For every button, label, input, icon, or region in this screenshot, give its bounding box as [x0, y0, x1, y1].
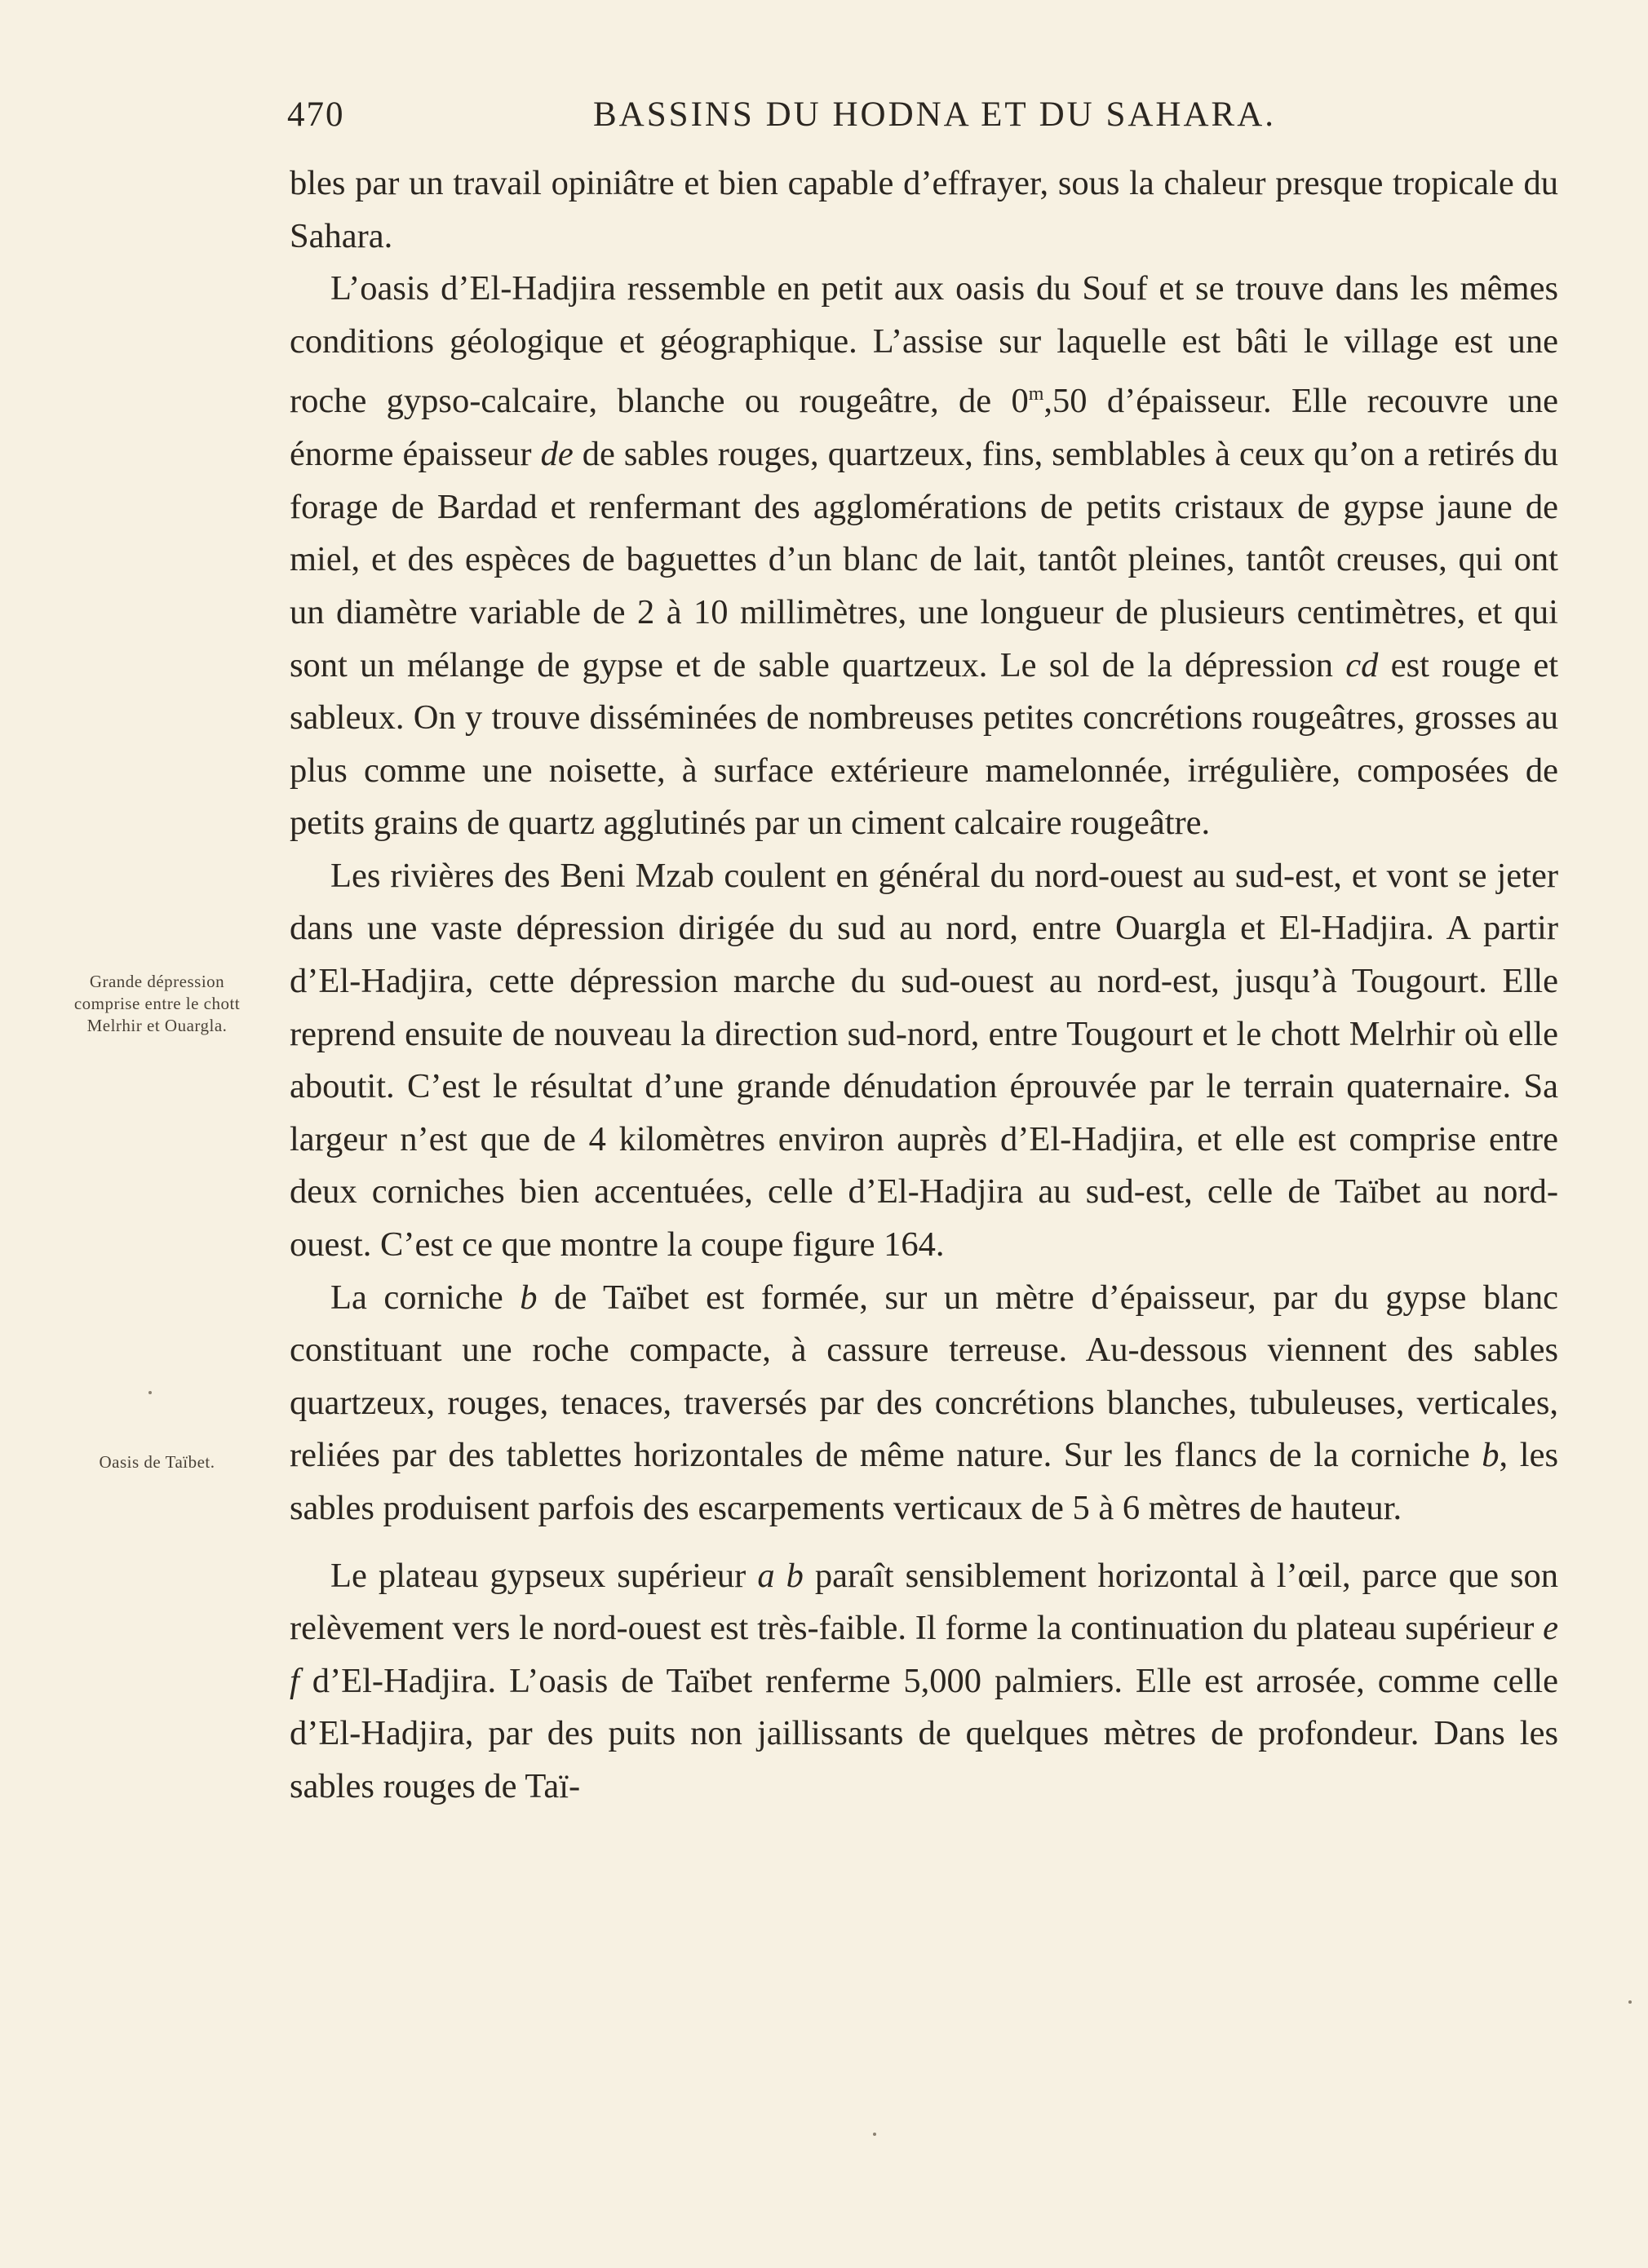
running-title: BASSINS DU HODNA ET DU SAHARA. [593, 95, 1277, 134]
margin-note-oasis-taibet: Oasis de Taïbet. [99, 1452, 215, 1472]
body-text [290, 157, 1558, 1814]
page-number: 470 [287, 95, 345, 134]
paper-speck [873, 2133, 876, 2136]
paper-speck [1628, 2000, 1632, 2004]
paragraph-plateau: Le plateau gypseux supérieur a b paraît sensiblement horizontal à l’œil, parce que son relèvement vers le nord-ouest est très-faible. Il forme la continuation du plateau supérieur e f d’El-Hadjira. L’oasis de Taïbet renferme 5,000 palmiers. Elle est arrosée, comme celle d’El-Hadjira, par des puits non jaillissants de quelques mètres de profondeur. Dans les sables rouges de Taï- [290, 1556, 1559, 1805]
paragraph-rivieres: Les rivières des Beni Mzab coulent en général du nord-ouest au sud-est, et vont se jeter dans une vaste dépression dirigée du sud au nord, entre Ouargla et El-Hadjira. A partir d’El-Hadjira, cette dépression marche du sud-ouest au nord-est, jusqu’à Tougourt. Elle reprend ensuite de nouveau la direction sud-nord, entre Tougourt et le chott Melrhir où elle aboutit. C’est le résultat d’une grande dénudation éprouvée par le terrain quaternaire. Sa largeur n’est que de 4 kilomètres environ auprès d’El-Hadjira, et elle est comprise entre deux corniches bien accentuées, celle d’El-Hadjira au sud-est, celle de Taïbet au nord-ouest. C’est ce que montre la coupe figure 164. [290, 856, 1558, 1265]
paragraph-corniche: La corniche b de Taïbet est formée, sur un mètre d’épaisseur, par du gypse blanc constituant une roche compacte, à cassure terreuse. Au-dessous viennent des sables quartzeux, rouges, tenaces, traversés par des concrétions blanches, tubuleuses, verticales, reliées par des tablettes horizontales de même nature. Sur les flancs de la corniche b, les sables produisent parfois des escarpements verticaux de 5 à 6 mètres de hauteur. [290, 1278, 1558, 1527]
margin-note-grande-depression: Grande dépression comprise entre le chott Melrhir et Ouargla. [73, 972, 241, 1035]
paper-speck [148, 1391, 152, 1394]
paragraph-continued: bles par un travail opiniâtre et bien capable d’effrayer, sous la chaleur presque tropicale du Sahara. [290, 164, 1558, 255]
page-header [287, 95, 1560, 144]
paragraph-el-hadjira: L’oasis d’El-Hadjira ressemble en petit aux oasis du Souf et se trouve dans les mêmes conditions géologique et géographique. L’assise sur laquelle est bâti le village est une roche gypso-calcaire, blanche ou rougeâtre, de 0$^m$,50 d’épaisseur. Elle recouvre une énorme épaisseur de de sables rouges, quartzeux, fins, semblables à ceux qu’on a retirés du forage de Bardad et renfermant des agglomérations de petits cristaux de gypse jaune de miel, et des espèces de baguettes d’un blanc de lait, tantôt pleines, tantôt creuses, qui ont un diamètre variable de 2 à 10 millimètres, une longueur de plusieurs centimètres, et qui sont un mélange de gypse et de sable quartzeux. Le sol de la dépression cd est rouge et sableux. On y trouve disséminées de nombreuses petites concrétions rougeâtres, grosses au plus comme une noisette, à surface extérieure mamelonnée, irrégulière, composées de petits grains de quartz agglutinés par un ciment calcaire rougeâtre. [290, 269, 1559, 843]
